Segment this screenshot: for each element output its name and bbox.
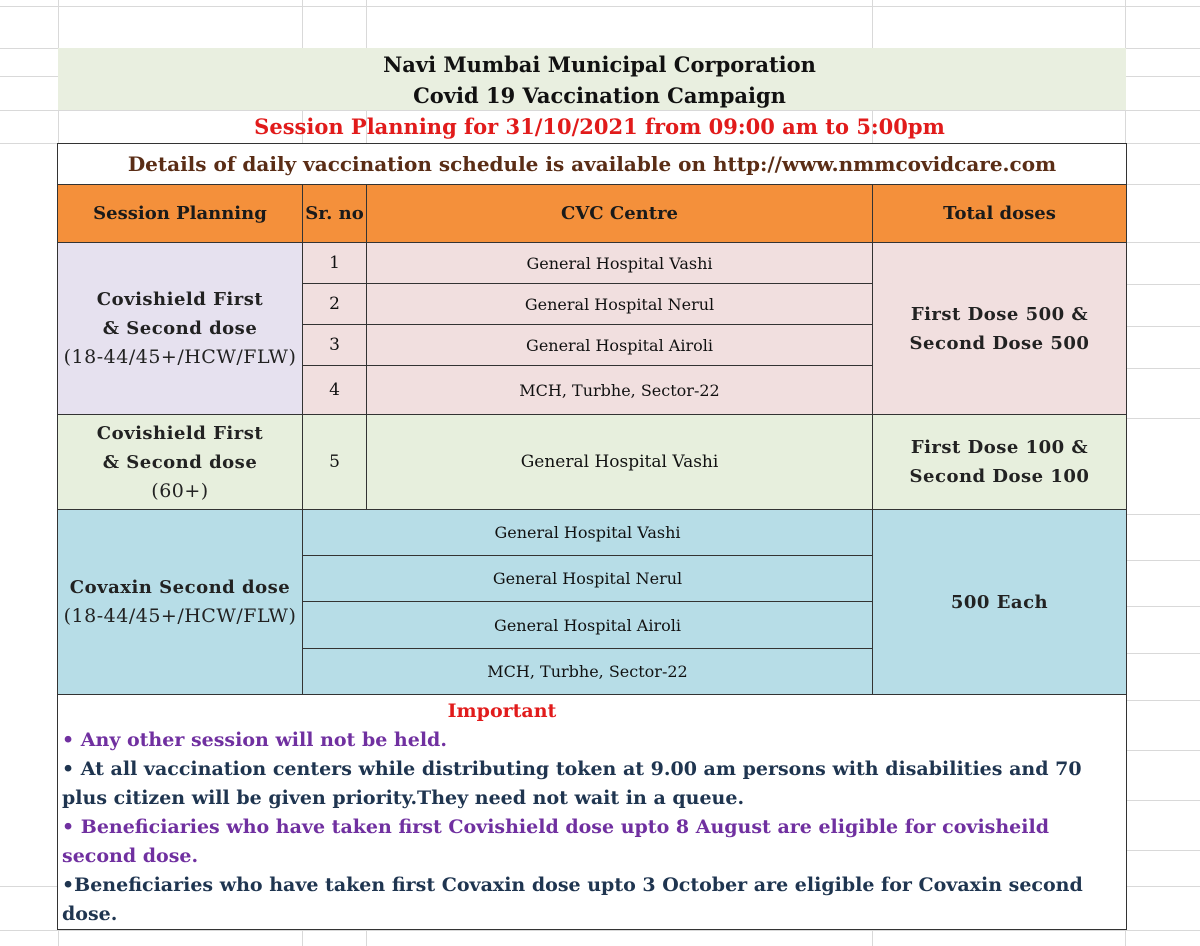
note-item: • Beneficiaries who have taken first Covishield dose upto 8 August are eligible for covisheild second dose. <box>62 816 1049 867</box>
sr-no: 3 <box>303 325 367 366</box>
category-line: Covishield First <box>96 289 264 310</box>
table-row <box>58 510 1127 556</box>
sr-no: 5 <box>303 415 367 510</box>
vaccination-schedule-table <box>57 143 1127 930</box>
category-line: & Second dose <box>102 451 258 473</box>
col-header-session: Session Planning <box>58 185 303 243</box>
notes-heading: Important <box>447 700 557 722</box>
category-line: Covishield First <box>96 422 264 444</box>
category-covishield-60plus <box>58 415 303 510</box>
cvc-centre: General Hospital Airoli <box>367 325 873 366</box>
col-header-centre: CVC Centre <box>367 185 873 243</box>
table-row <box>58 243 1127 284</box>
cvc-centre: MCH, Turbhe, Sector-22 <box>303 649 873 695</box>
category-covishield-18-44 <box>58 243 303 415</box>
total-doses <box>873 415 1127 510</box>
col-header-total: Total doses <box>873 185 1127 243</box>
note-item: • At all vaccination centers while distributing token at 9.00 am persons with disabilities and 70 plus citizen will be given priority.They need not wait in a queue. <box>62 758 1082 809</box>
session-date-line: Session Planning for 31/10/2021 from 09:00 am to 5:00pm <box>254 114 945 139</box>
header-subtitle: Covid 19 Vaccination Campaign <box>413 83 786 108</box>
category-line: Covaxin Second dose <box>69 577 291 598</box>
cvc-centre: General Hospital Vashi <box>367 243 873 284</box>
note-item: •Beneficiaries who have taken first Covaxin dose upto 3 October are eligible for Covaxin second dose. <box>62 874 1083 925</box>
cvc-centre: MCH, Turbhe, Sector-22 <box>367 366 873 415</box>
category-covaxin <box>58 510 303 695</box>
cvc-centre: General Hospital Airoli <box>303 602 873 649</box>
cvc-centre: General Hospital Nerul <box>367 284 873 325</box>
header-title: Navi Mumbai Municipal Corporation <box>383 52 816 77</box>
category-line: (60+) <box>151 479 209 502</box>
table-row <box>58 415 1127 510</box>
cvc-centre: General Hospital Vashi <box>367 415 873 510</box>
table-header-row <box>58 185 1127 243</box>
important-notes <box>58 695 1127 930</box>
details-line: Details of daily vaccination schedule is available on http://www.nmmcovidcare.com <box>58 144 1127 185</box>
category-line: (18-44/45+/HCW/FLW) <box>63 605 297 627</box>
cvc-centre: General Hospital Vashi <box>303 510 873 556</box>
category-line: (18-44/45+/HCW/FLW) <box>63 346 297 368</box>
total-line: First Dose 100 & <box>910 437 1089 458</box>
sr-no: 1 <box>303 243 367 284</box>
sr-no: 4 <box>303 366 367 415</box>
total-line: Second Dose 500 <box>909 332 1090 354</box>
category-line: & Second dose <box>102 318 258 339</box>
sr-no: 2 <box>303 284 367 325</box>
total-line: Second Dose 100 <box>909 466 1090 487</box>
total-line: First Dose 500 & <box>910 303 1089 325</box>
col-header-srno: Sr. no <box>303 185 367 243</box>
total-doses <box>873 243 1127 415</box>
cvc-centre: General Hospital Nerul <box>303 556 873 602</box>
total-doses: 500 Each <box>873 510 1127 695</box>
note-item: • Any other session will not be held. <box>62 729 447 751</box>
